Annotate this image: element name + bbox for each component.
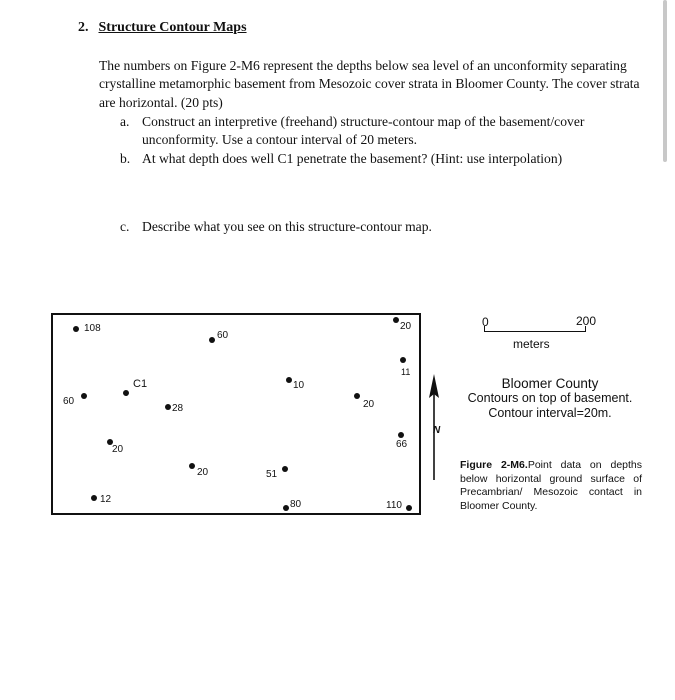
- scale-start-label: 0: [482, 315, 489, 329]
- well-label: C1: [133, 378, 148, 390]
- well-dot: [393, 317, 399, 323]
- well-dot: [165, 404, 171, 410]
- figure-caption-text: Point data on depths below horizontal ground surface of Precambrian/ Mesozoic contact in Bloomer County.: [460, 459, 643, 512]
- scale-units-label: meters: [513, 337, 550, 351]
- well-label: 28: [172, 403, 184, 414]
- well-label: 108: [84, 323, 101, 334]
- well-label: 80: [290, 499, 302, 510]
- well-dot: [354, 393, 360, 399]
- well-dot: [189, 463, 195, 469]
- legend-interval: Contour interval=20m.: [488, 406, 612, 420]
- scale-bar: [484, 331, 586, 332]
- well-dot: [81, 393, 87, 399]
- well-label: 20: [363, 399, 375, 410]
- well-dot: [406, 505, 412, 511]
- well-dot: [91, 495, 97, 501]
- well-label: 66: [396, 439, 408, 450]
- north-label: N: [433, 425, 441, 436]
- scrollbar[interactable]: [663, 0, 667, 162]
- legend-title: Bloomer County: [501, 376, 599, 391]
- legend-contours: Contours on top of basement.: [467, 391, 633, 405]
- well-label: 20: [400, 321, 412, 332]
- figure-caption-label: Figure 2-M6.: [460, 459, 528, 471]
- well-dot: [209, 337, 215, 343]
- part-label: b.: [120, 151, 131, 166]
- figure-caption: [460, 459, 642, 513]
- well-label: 60: [217, 330, 229, 341]
- well-label: 51: [266, 469, 278, 480]
- part-text: Describe what you see on this structure-contour map.: [142, 219, 432, 234]
- scale-end-label: 200: [576, 314, 597, 328]
- part-text: At what depth does well C1 penetrate the basement? (Hint: use interpolation): [142, 151, 563, 166]
- scale-tick: [585, 326, 586, 332]
- well-label: 12: [100, 494, 112, 505]
- well-label: 110: [386, 500, 402, 511]
- question-title: Structure Contour Maps: [98, 20, 247, 35]
- question-heading: [78, 20, 247, 36]
- well-dot: [398, 432, 404, 438]
- well-dot: [123, 390, 129, 396]
- well-dot: [282, 466, 288, 472]
- well-dot: [73, 326, 79, 332]
- well-dot: [283, 505, 289, 511]
- well-label: 20: [112, 444, 124, 455]
- well-label: 20: [197, 467, 209, 478]
- well-dot: [286, 377, 292, 383]
- map-legend: [455, 376, 645, 421]
- part-label: c.: [120, 219, 130, 234]
- part-text: Construct an interpretive (freehand) structure-contour map of the basement/cover unconformity. Use a contour interval of 20 meters.: [142, 114, 585, 148]
- part-label: a.: [120, 114, 130, 129]
- well-label: 60: [63, 396, 75, 407]
- well-dot: [400, 357, 406, 363]
- map-frame: [51, 313, 421, 515]
- well-label: 11: [401, 367, 411, 377]
- question-intro: The numbers on Figure 2-M6 represent the depths below sea level of an unconformity separating crystalline metamorphic basement from Mesozoic cover strata in Bloomer County. The cover strata are horizontal. (20 pts): [99, 58, 640, 110]
- question-number: 2.: [78, 20, 89, 35]
- well-label: 10: [293, 380, 305, 391]
